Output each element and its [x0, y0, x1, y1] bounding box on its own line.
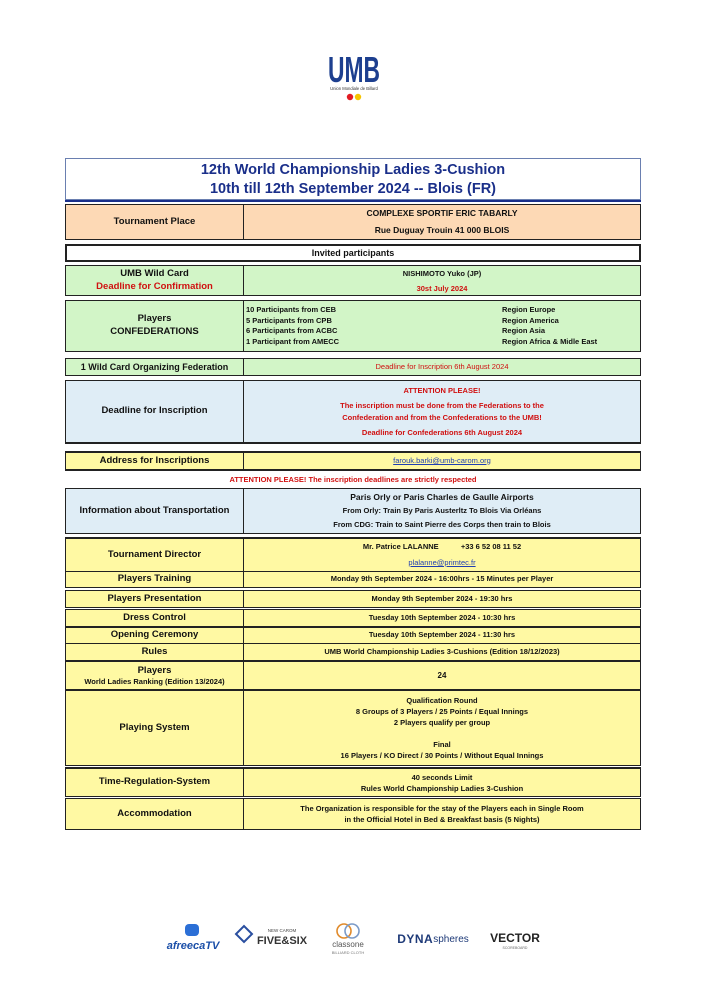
transport-row [65, 488, 641, 534]
sponsor-fivesix [234, 922, 312, 956]
fivesix-text: FIVE&SIX [256, 935, 308, 947]
address-row [65, 451, 641, 471]
classone-text: classone [332, 940, 364, 949]
players-label: Players [137, 664, 172, 676]
schedule-value: Tuesday 10th September 2024 - 10:30 hrs [368, 612, 516, 622]
tournament-address: Rue Duguay Trouin 41 000 BLOIS [374, 225, 510, 235]
org-wild-card-row [65, 358, 641, 376]
title-line-1: 12th World Championship Ladies 3-Cushion [200, 162, 506, 178]
schedule-row [65, 643, 641, 661]
playing-system-row [65, 690, 641, 766]
classone-icon [345, 924, 359, 938]
sponsor-vector [485, 922, 545, 956]
title-line-2: 10th till 12th September 2024 -- Blois (FR) [209, 181, 497, 197]
afreeca-icon [185, 924, 199, 936]
attention-heading: ATTENTION PLEASE! [403, 385, 481, 395]
confederations-label-1: Players [137, 313, 172, 325]
sponsor-afreecatv [163, 922, 223, 956]
logo-subtitle: Union Mondiale de Billard [330, 86, 378, 91]
players-count: 24 [437, 670, 447, 680]
attention-note: ATTENTION PLEASE! The inscription deadlines are strictly respected [229, 475, 477, 484]
wild-card-label: UMB Wild Card [120, 267, 189, 279]
director-label: Tournament Director [66, 539, 244, 571]
vector-small-text: SCOREBOARD [502, 946, 528, 950]
accommodation-label: Accommodation [66, 799, 244, 829]
players-row [65, 661, 641, 690]
schedule-label: Players Presentation [66, 591, 244, 607]
schedule-row [65, 609, 641, 627]
transport-cdg: From CDG: Train to Saint Pierre des Corps then train to Blois [333, 519, 551, 529]
confederations-label-2: CONFEDERATIONS [110, 326, 199, 337]
confederation-item [246, 316, 640, 327]
invited-participants-header: Invited participants [65, 244, 641, 262]
tournament-place-row [65, 204, 641, 240]
schedule-label: Opening Ceremony [66, 628, 244, 643]
confederation-participants: 10 Participants from CEB [246, 305, 337, 314]
confederation-item [246, 305, 640, 316]
logo-red-ball [347, 94, 353, 100]
confederation-participants: 5 Participants from CPB [246, 315, 332, 325]
org-wild-card-label: 1 Wild Card Organizing Federation [66, 359, 244, 375]
wild-card-deadline-label: Deadline for Confirmation [96, 280, 213, 292]
schedule-label: Dress Control [66, 610, 244, 626]
afreeca-text: afreecaTV [166, 940, 220, 952]
dyna-text: DYNA [397, 932, 434, 946]
confederation-participants: 6 Participants from ACBC [246, 326, 338, 335]
confederation-region: Region America [502, 315, 559, 325]
wild-card-row [65, 265, 641, 296]
fivesix-icon [236, 926, 252, 942]
fivesix-small-text: NEW CAROM [267, 928, 297, 933]
schedule-value: Tuesday 10th September 2024 - 11:30 hrs [368, 630, 516, 640]
wild-card-player: NISHIMOTO Yuko (JP) [402, 268, 482, 278]
tournament-place-label: Tournament Place [66, 205, 244, 239]
logo-text: UMB [328, 49, 380, 90]
confederation-region: Region Asia [502, 326, 546, 335]
spheres-text: spheres [433, 933, 469, 945]
transport-orly: From Orly: Train By Paris Austerltz To Blois Via Orléans [342, 506, 542, 516]
confederation-region: Region Europe [502, 305, 556, 314]
confederation-region: Region Africa & Midle East [502, 336, 598, 346]
address-label: Address for Inscriptions [66, 453, 244, 469]
classone-small-text: BILLIARD CLOTH [331, 950, 365, 955]
deadline-inscription-row [65, 380, 641, 444]
transport-airports: Paris Orly or Paris Charles de Gaulle Airports [350, 491, 534, 502]
inscription-note-1: The inscription must be done from the Federations to the [340, 401, 544, 410]
playing-system-line: Final [433, 740, 451, 749]
director-email-link[interactable]: plalanne@primtec.fr [408, 558, 476, 567]
deadline-inscription-label: Deadline for Inscription [66, 381, 244, 442]
vector-text: VECTOR [490, 931, 540, 945]
inscription-note-2: Confederation and from the Confederations to the UMB! [342, 412, 542, 422]
tournament-venue: COMPLEXE SPORTIF ERIC TABARLY [366, 208, 518, 218]
umb-logo [326, 44, 382, 102]
logo-yellow-ball [355, 94, 361, 100]
schedule-value: UMB World Championship Ladies 3-Cushions (Edition 18/12/2023) [324, 646, 560, 656]
accommodation-line-2: in the Official Hotel in Bed & Breakfast basis (5 Nights) [344, 815, 540, 824]
schedule-row [65, 627, 641, 644]
accommodation-line-1: The Organization is responsible for the stay of the Players each in Single Room [300, 804, 584, 813]
sponsor-classone [323, 922, 373, 956]
playing-system-label: Playing System [66, 691, 244, 765]
director-phone: +33 6 52 08 11 52 [460, 542, 522, 551]
players-ranking-label: World Ladies Ranking (Edition 13/2024) [84, 676, 225, 686]
time-regulation-row [65, 767, 641, 797]
schedule-row [65, 590, 641, 608]
sponsor-dynaspheres [392, 922, 474, 956]
schedule-label: Players Training [66, 572, 244, 587]
schedule-value: Monday 9th September 2024 - 19:30 hrs [371, 593, 513, 603]
schedule-value: Monday 9th September 2024 - 16:00hrs - 15 Minutes per Player [330, 574, 554, 584]
playing-system-line: 8 Groups of 3 Players / 25 Points / Equal Innings [355, 707, 529, 716]
confederation-item [246, 326, 640, 337]
wild-card-date: 30st July 2024 [416, 283, 468, 293]
playing-system-line: Qualification Round [406, 696, 478, 705]
page-title [65, 158, 641, 200]
time-rules: Rules World Championship Ladies 3-Cushion [360, 783, 524, 793]
title-underline [65, 200, 641, 202]
playing-system-line: 16 Players / KO Direct / 30 Points / Without Equal Innings [340, 751, 544, 760]
org-wild-card-deadline: Deadline for Inscription 6th August 2024 [375, 361, 509, 371]
playing-system-line: 2 Players qualify per group [393, 718, 491, 727]
inscription-email-link[interactable]: farouk.barki@umb-carom.org [393, 455, 491, 465]
time-limit: 40 seconds Limit [411, 772, 473, 782]
confederation-participants: 1 Participant from AMECC [246, 336, 340, 346]
confederations-row [65, 300, 641, 352]
director-name: Mr. Patrice LALANNE [362, 542, 439, 551]
director-row [65, 537, 641, 572]
time-regulation-label: Time-Regulation-System [66, 769, 244, 796]
transport-label: Information about Transportation [66, 489, 244, 533]
confederations-deadline: Deadline for Confederations 6th August 2024 [361, 428, 523, 437]
schedule-label: Rules [66, 644, 244, 660]
schedule-row [65, 571, 641, 588]
accommodation-row [65, 798, 641, 830]
confederation-item [246, 337, 640, 348]
